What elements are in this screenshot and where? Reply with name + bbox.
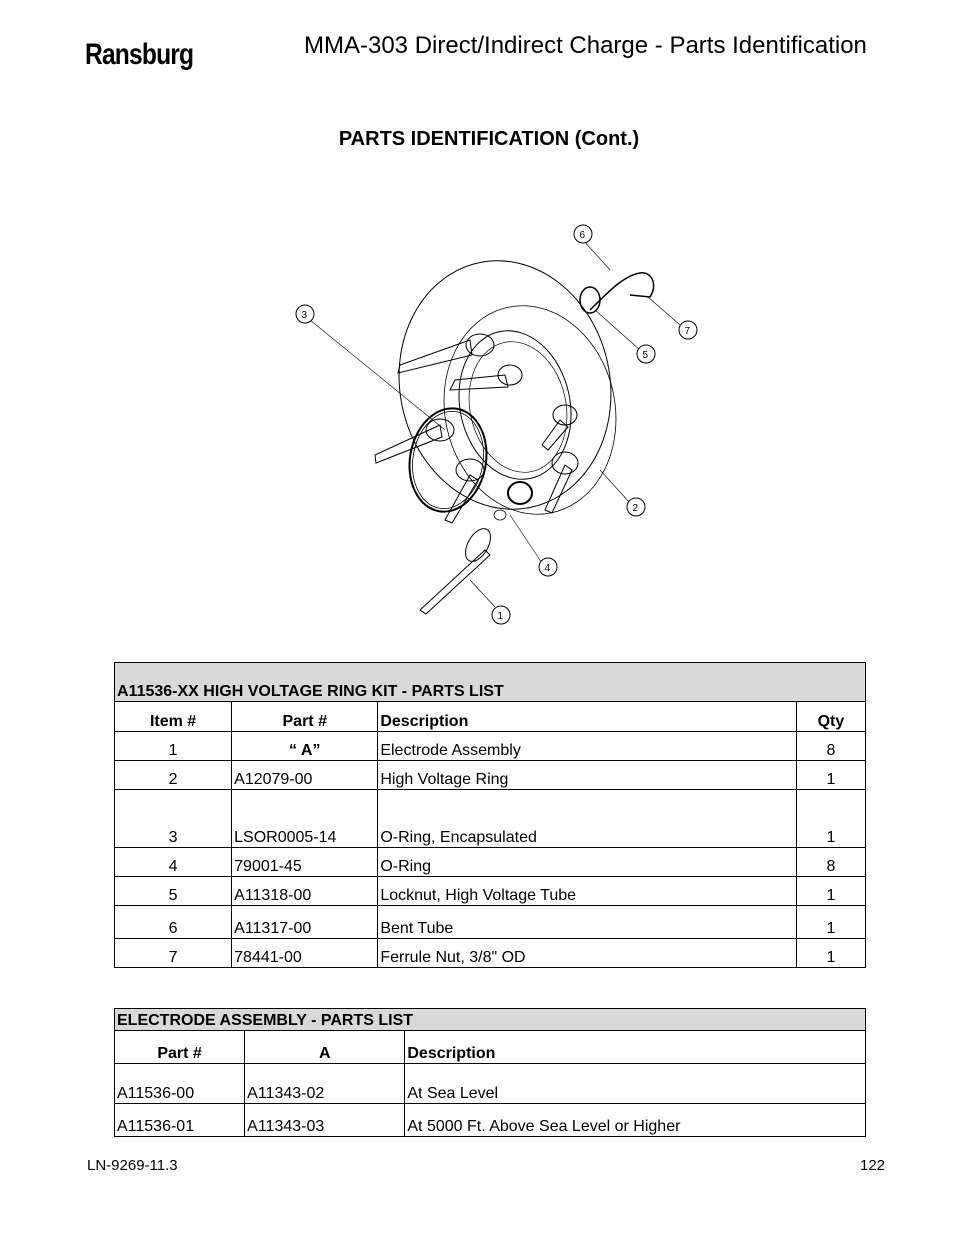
callout-4: 4: [544, 563, 551, 574]
col-description: Description: [378, 702, 797, 732]
document-number: LN-9269-11.3: [87, 1157, 178, 1174]
col-a: A: [245, 1031, 405, 1064]
col-part: Part #: [232, 702, 378, 732]
callout-5: 5: [642, 350, 649, 361]
callout-1: 1: [497, 611, 504, 622]
table-row: 6 A11317-00 Bent Tube 1: [115, 906, 866, 939]
table-row: A11536-01 A11343-03 At 5000 Ft. Above Sea Level or Higher: [115, 1104, 866, 1137]
callout-6: 6: [579, 230, 586, 241]
exploded-parts-diagram: [280, 215, 720, 630]
table-row: 7 78441-00 Ferrule Nut, 3/8" OD 1: [115, 939, 866, 968]
page-number: 122: [860, 1157, 886, 1174]
col-item: Item #: [115, 702, 232, 732]
o-ring-encapsulated-shape: [402, 402, 495, 518]
col-part: Part #: [115, 1031, 245, 1064]
table-row: 5 A11318-00 Locknut, High Voltage Tube 1: [115, 877, 866, 906]
table-row: 4 79001-45 O-Ring 8: [115, 848, 866, 877]
col-description: Description: [405, 1031, 866, 1064]
col-qty: Qty: [796, 702, 865, 732]
callout-3: 3: [301, 310, 308, 321]
section-title: PARTS IDENTIFICATION (Cont.): [338, 128, 640, 150]
callout-7: 7: [684, 326, 691, 337]
kit-table-title: A11536-XX HIGH VOLTAGE RING KIT - PARTS LIST: [115, 663, 866, 702]
o-ring-small-shape: [508, 482, 532, 504]
high-voltage-ring-shape: [376, 241, 633, 529]
table-row: 3 LSOR0005-14 O-Ring, Encapsulated 1: [115, 790, 866, 848]
table-row: A11536-00 A11343-02 At Sea Level: [115, 1064, 866, 1104]
table-row: 2 A12079-00 High Voltage Ring 1: [115, 761, 866, 790]
page-header-title: MMA-303 Direct/Indirect Charge - Parts Identification: [304, 32, 867, 59]
high-voltage-ring-kit-table: [114, 662, 866, 968]
callout-2: 2: [632, 503, 639, 514]
electrode-assembly-table: [114, 1008, 866, 1137]
electrode-table-title: ELECTRODE ASSEMBLY - PARTS LIST: [115, 1009, 866, 1031]
ransburg-logo: Ransburg: [85, 38, 194, 71]
table-row: 1 “ A” Electrode Assembly 8: [115, 732, 866, 761]
